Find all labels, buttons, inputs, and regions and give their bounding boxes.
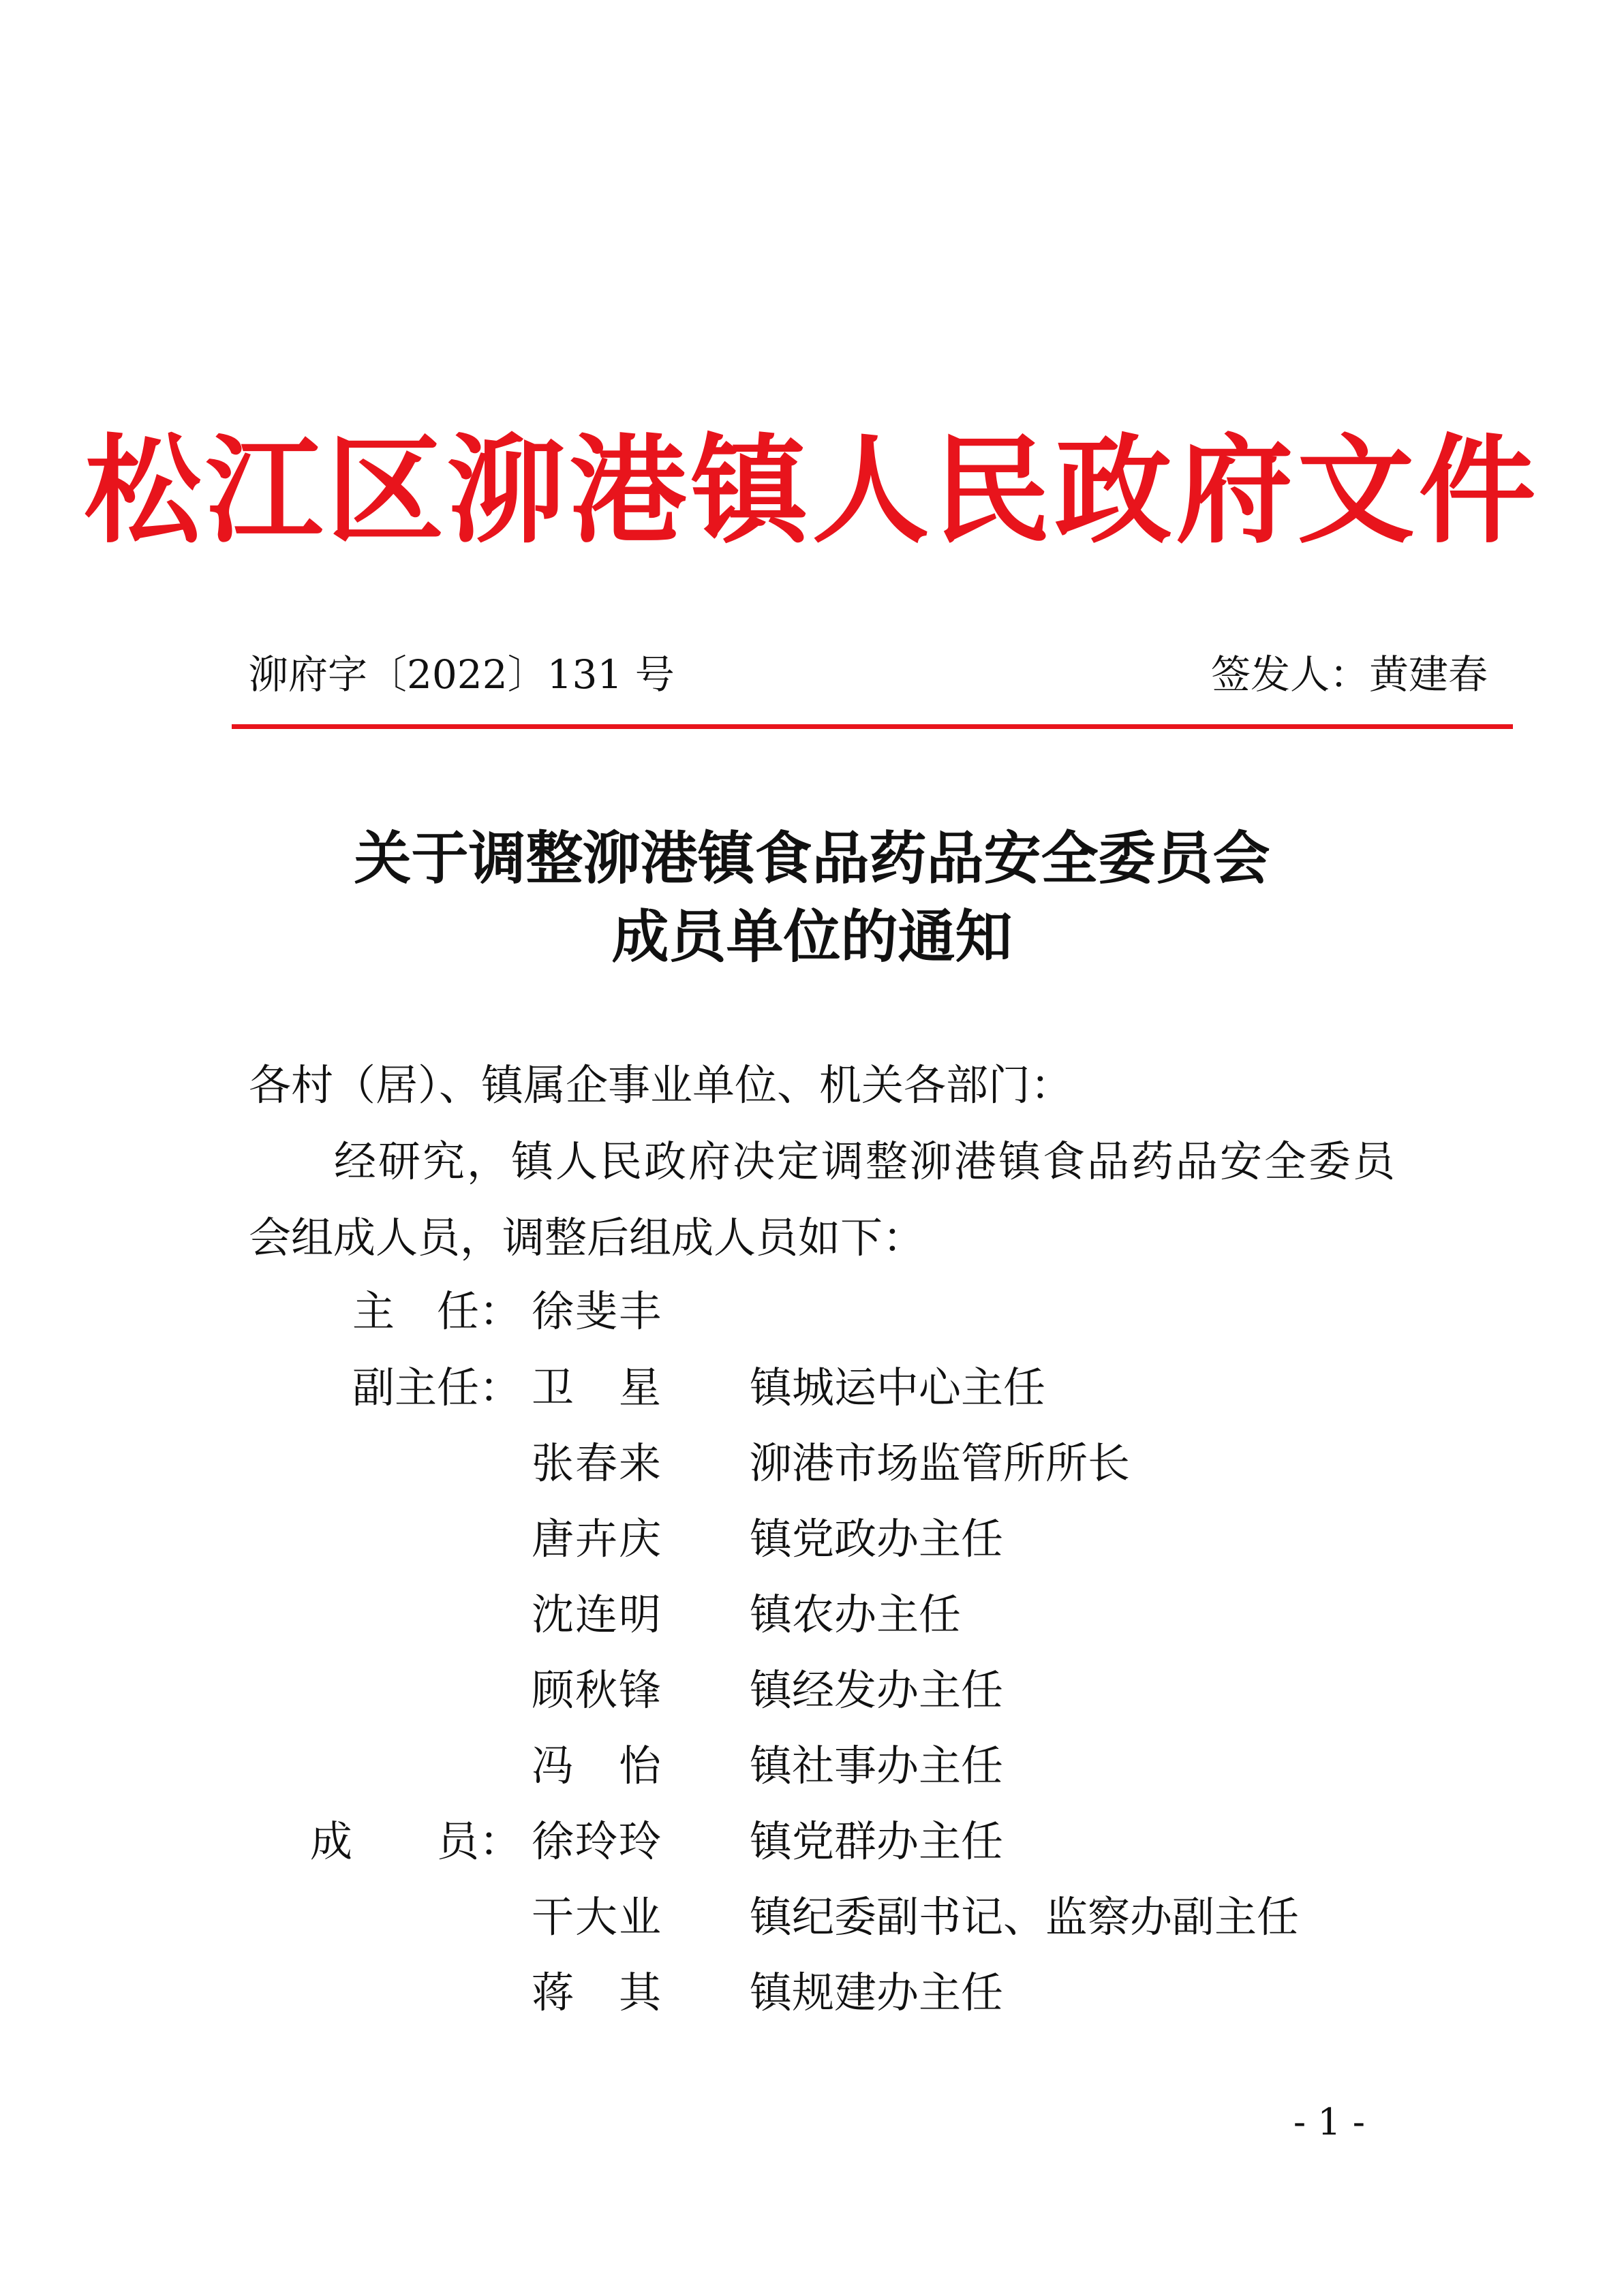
salutation: 各村（居）、镇属企事业单位、机关各部门：	[249, 1060, 1073, 1110]
member-row	[0, 1281, 1624, 1356]
member-position: 镇农办主任	[750, 1589, 962, 1639]
member-row	[0, 1433, 1624, 1508]
member-position: 镇党政办主任	[750, 1514, 1004, 1564]
body-paragraph-line-1: 经研究，镇人民政府决定调整泖港镇食品药品安全委员	[334, 1136, 1398, 1186]
signer: 签发人：黄建春	[1210, 651, 1488, 698]
member-role: 副主任：	[352, 1363, 521, 1412]
member-row	[0, 1735, 1624, 1810]
notice-title-line-2: 成员单位的通知	[611, 903, 1013, 970]
notice-title-line-1: 关于调整泖港镇食品药品安全委员会	[354, 824, 1270, 892]
document-number: 泖府字〔2022〕131 号	[249, 651, 675, 698]
member-position: 泖港市场监管所所长	[750, 1438, 1131, 1488]
masthead-title: 松江区泖港镇人民政府文件	[84, 421, 1540, 559]
member-row	[0, 1962, 1624, 2037]
member-position: 镇纪委副书记、监察办副主任	[750, 1892, 1300, 1942]
member-name: 干大业	[532, 1892, 661, 1942]
member-position: 镇社事办主任	[750, 1741, 1004, 1790]
member-name: 徐玲玲	[532, 1816, 661, 1866]
member-name: 卫星	[532, 1363, 661, 1412]
member-row	[0, 1660, 1624, 1735]
member-row	[0, 1811, 1624, 1886]
member-name: 沈连明	[532, 1589, 661, 1639]
member-name: 顾秋锋	[532, 1665, 661, 1715]
member-position: 镇规建办主任	[750, 1968, 1004, 2017]
member-position: 镇城运中心主任	[750, 1363, 1046, 1412]
member-position: 镇党群办主任	[750, 1816, 1004, 1866]
member-name: 蒋其	[532, 1968, 661, 2017]
member-row	[0, 1887, 1624, 1961]
member-row	[0, 1584, 1624, 1659]
member-name: 唐卉庆	[532, 1514, 661, 1564]
member-role: 成 员：	[309, 1816, 521, 1866]
page-number: - 1 -	[1293, 2100, 1365, 2143]
member-position: 镇经发办主任	[750, 1665, 1004, 1715]
member-row	[0, 1357, 1624, 1432]
member-row	[0, 1508, 1624, 1583]
member-name: 徐斐丰	[532, 1286, 661, 1336]
red-divider-line	[232, 724, 1513, 729]
body-paragraph-line-2: 会组成人员，调整后组成人员如下：	[249, 1213, 925, 1262]
member-name: 冯怡	[532, 1741, 661, 1790]
member-name: 张春来	[532, 1438, 661, 1488]
member-role: 主 任：	[352, 1286, 521, 1336]
